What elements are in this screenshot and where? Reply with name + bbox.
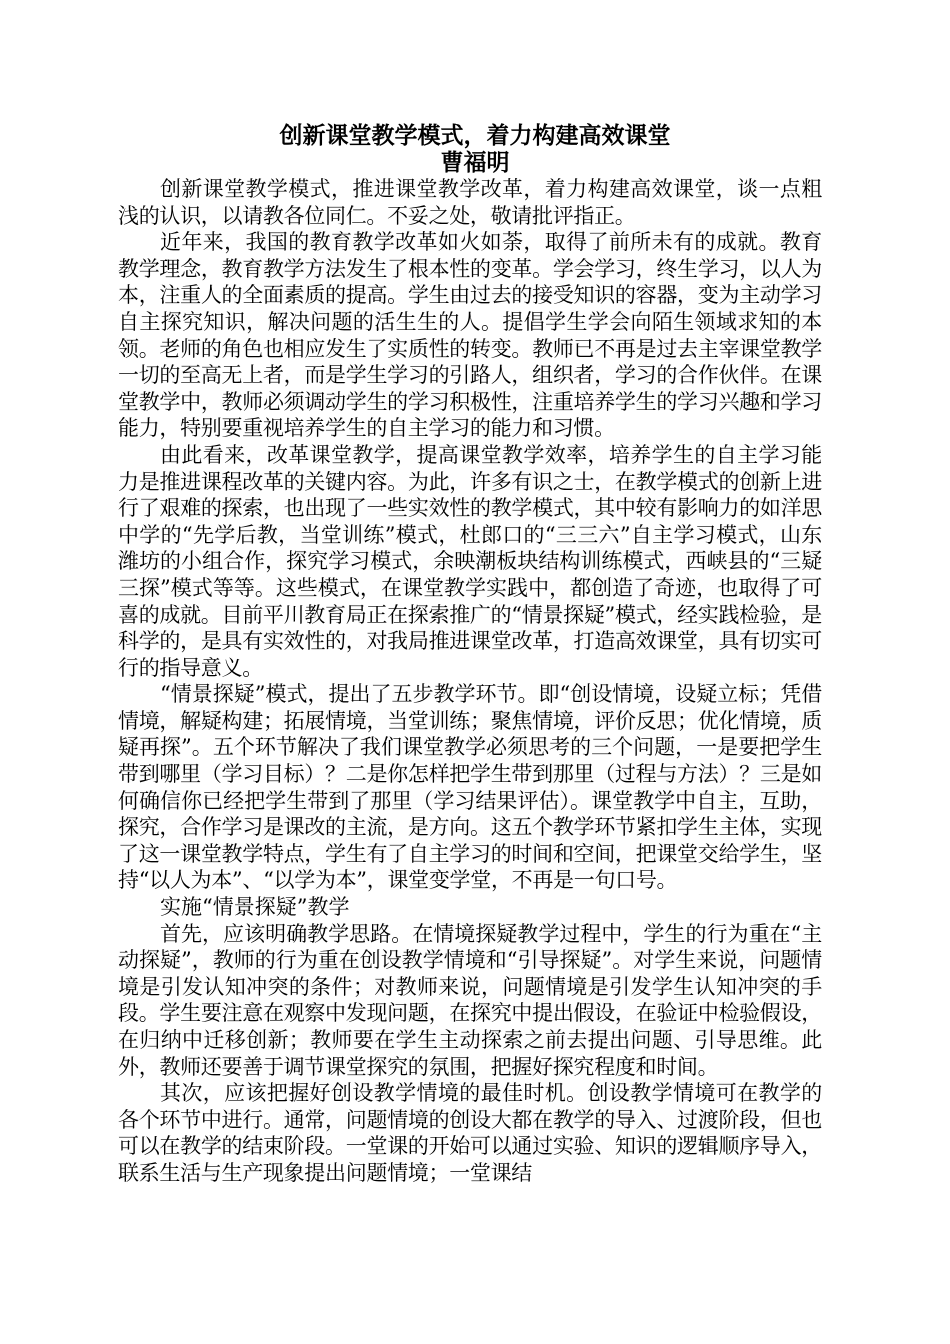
paragraph-teaching-models: 由此看来，改革课堂教学，提高课堂教学效率，培养学生的自主学习能力是推进课程改革的关键内容。为此，许多有识之士，在教学模式的创新上进行了艰难的探索，也出现了一些实效性的教学模式，其中较有影响力的如洋思中学的“先学后教，当堂训练”模式，杜郎口的“三三六”自主学习模式，山东潍坊的小组合作，探究学习模式，余映潮板块结构训练模式，西峡县的“三疑三探”模式等等。这些模式，在课堂教学实践中，都创造了奇迹，也取得了可喜的成就。目前平川教育局正在探索推广的“情景探疑”模式，经实践检验，是科学的，是具有实效性的，对我局推进课堂改革，打造高效课堂，具有切实可行的指导意义。 (118, 442, 822, 680)
paragraph-teaching-approach: 首先，应该明确教学思路。在情境探疑教学过程中，学生的行为重在“主动探疑”，教师的行为重在创设教学情境和“引导探疑”。对学生来说，问题情境是引发认知冲突的条件；对教师来说，问题情境是引发学生认知冲突的手段。学生要注意在观察中发现问题，在探究中提出假设，在验证中检验假设，在归纳中迁移创新；教师要在学生主动探索之前去提出问题、引导思维。此外，教师还要善于调节课堂探究的氛围，把握好探究程度和时间。 (118, 921, 822, 1079)
paragraph-intro: 创新课堂教学模式，推进课堂教学改革，着力构建高效课堂，谈一点粗浅的认识，以请教各位同仁。不妥之处，敬请批评指正。 (118, 177, 822, 228)
paragraph-five-steps: “情景探疑”模式，提出了五步教学环节。即“创设情境，设疑立标；凭借情境，解疑构建；拓展情境，当堂训练；聚焦情境，评价反思；优化情境，质疑再探”。五个环节解决了我们课堂教学必须思考的三个问题，一是要把学生带到哪里（学习目标）？二是你怎样把学生带到那里（过程与方法）？三是如何确信你已经把学生带到了那里（学习结果评估）。课堂教学中自主，互助，探究，合作学习是课改的主流，是方向。这五个教学环节紧扣学生主体，实现了这一课堂教学特点，学生有了自主学习的时间和空间，把课堂交给学生，坚持“以人为本”、“以学为本”，课堂变学堂，不再是一句口号。 (118, 682, 822, 893)
document-title: 创新课堂教学模式，着力构建高效课堂 (279, 122, 671, 149)
document-author: 曹福明 (440, 149, 510, 176)
document-page (118, 122, 822, 1187)
section-heading: 实施“情景探疑”教学 (160, 895, 350, 920)
paragraph-timing: 其次，应该把握好创设教学情境的最佳时机。创设教学情境可在教学的各个环节中进行。通常，问题情境的创设大都在教学的导入、过渡阶段，但也可以在教学的结束阶段。一堂课的开始可以通过实验、知识的逻辑顺序导入，联系生活与生产现象提出问题情境；一堂课结 (118, 1081, 822, 1185)
paragraph-reform-background: 近年来，我国的教育教学改革如火如荼，取得了前所未有的成就。教育教学理念，教育教学方法发生了根本性的变革。学会学习，终生学习，以人为本，注重人的全面素质的提高。学生由过去的接受知识的容器，变为主动学习自主探究知识，解决问题的活生生的人。提倡学生学会向陌生领域求知的本领。老师的角色也相应发生了实质性的转变。教师已不再是过去主宰课堂教学一切的至高无上者，而是学生学习的引路人，组织者，学习的合作伙伴。在课堂教学中，教师必须调动学生的学习积极性，注重培养学生的学习兴趣和学习能力，特别要重视培养学生的自主学习的能力和习惯。 (118, 230, 822, 441)
